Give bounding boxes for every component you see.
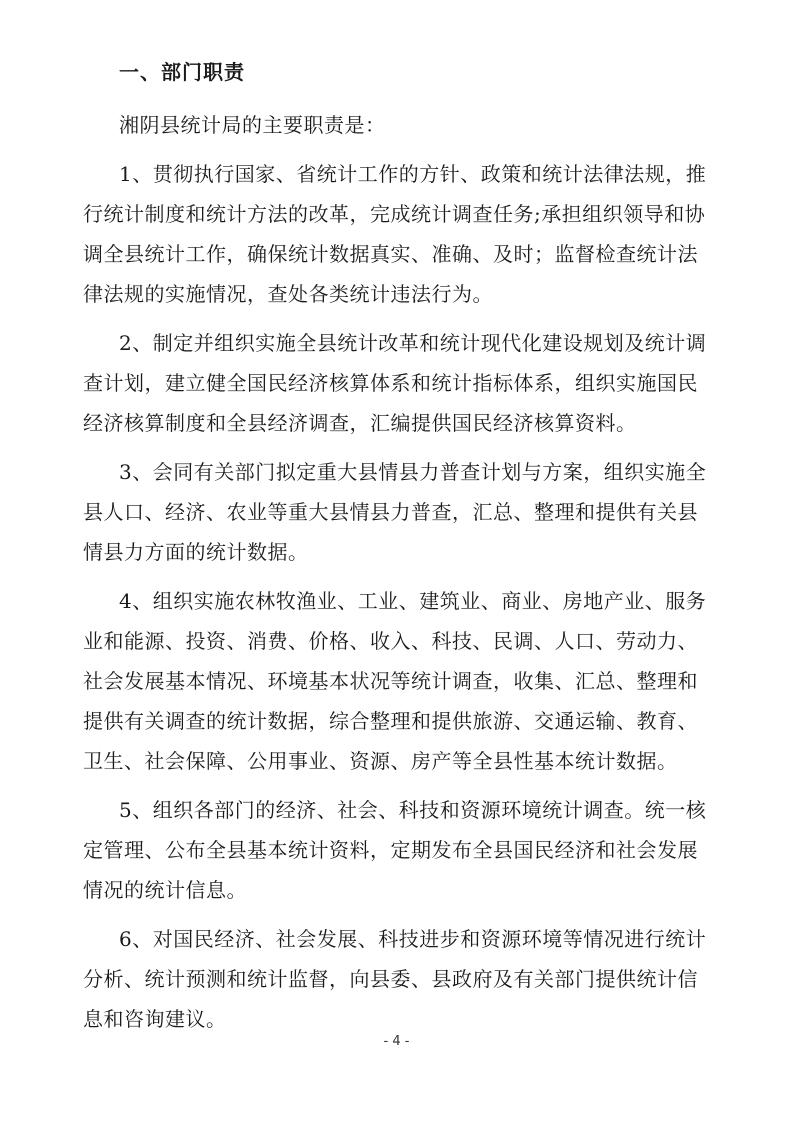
paragraph-line: 定管理、公布全县基本统计资料，定期发布全县国民经济和社会发展 (83, 838, 698, 862)
page-number: - 4 - (383, 1034, 410, 1049)
paragraph-line: 3、会同有关部门拟定重大县情县力普查计划与方案，组织实施全 (119, 460, 707, 484)
paragraph-line: 2、制定并组织实施全县统计改革和统计现代化建设规划及统计调 (119, 331, 707, 355)
paragraph-line: 4、组织实施农林牧渔业、工业、建筑业、商业、房地产业、服务 (119, 589, 707, 613)
section-heading: 一、部门职责 (119, 60, 245, 84)
paragraph-line: 5、组织各部门的经济、社会、科技和资源环境统计调查。统一核 (119, 798, 707, 822)
paragraph-line: 行统计制度和统计方法的改革，完成统计调查任务;承担组织领导和协 (83, 202, 706, 226)
paragraph-line: 业和能源、投资、消费、价格、收入、科技、民调、人口、劳动力、 (83, 629, 698, 653)
paragraph-line: 情况的统计信息。 (83, 878, 247, 902)
paragraph-line: 情县力方面的统计数据。 (83, 540, 309, 564)
paragraph-line: 县人口、经济、农业等重大县情县力普查，汇总、整理和提供有关县 (83, 500, 698, 524)
paragraph-4 (83, 581, 709, 781)
paragraph-line: 经济核算制度和全县经济调查，汇编提供国民经济核算资料。 (83, 411, 637, 435)
paragraph-line: 1、贯彻执行国家、省统计工作的方针、政策和统计法律法规，推 (119, 162, 707, 186)
paragraph-line: 息和咨询建议。 (83, 1007, 227, 1031)
paragraph-6 (83, 919, 709, 1039)
paragraph-line: 社会发展基本情况、环境基本状况等统计调查，收集、汇总、整理和 (83, 669, 698, 693)
paragraph-line: 查计划，建立健全国民经济核算体系和统计指标体系，组织实施国民 (83, 371, 698, 395)
paragraph-line: 提供有关调查的统计数据，综合整理和提供旅游、交通运输、教育、 (83, 709, 698, 733)
page-content (83, 58, 709, 1039)
paragraph-line: 6、对国民经济、社会发展、科技进步和资源环境等情况进行统计 (119, 927, 707, 951)
paragraph-2 (83, 323, 709, 443)
intro-line: 湘阴县统计局的主要职责是： (119, 113, 386, 137)
paragraph-1 (83, 154, 709, 314)
paragraph-5 (83, 790, 709, 910)
paragraph-line: 律法规的实施情况，查处各类统计违法行为。 (83, 282, 493, 306)
paragraph-line: 卫生、社会保障、公用事业、资源、房产等全县性基本统计数据。 (83, 749, 678, 773)
paragraph-line: 分析、统计预测和统计监督，向县委、县政府及有关部门提供统计信 (83, 967, 698, 991)
paragraph-3 (83, 452, 709, 572)
paragraph-line: 调全县统计工作，确保统计数据真实、准确、及时；监督检查统计法 (83, 242, 698, 266)
